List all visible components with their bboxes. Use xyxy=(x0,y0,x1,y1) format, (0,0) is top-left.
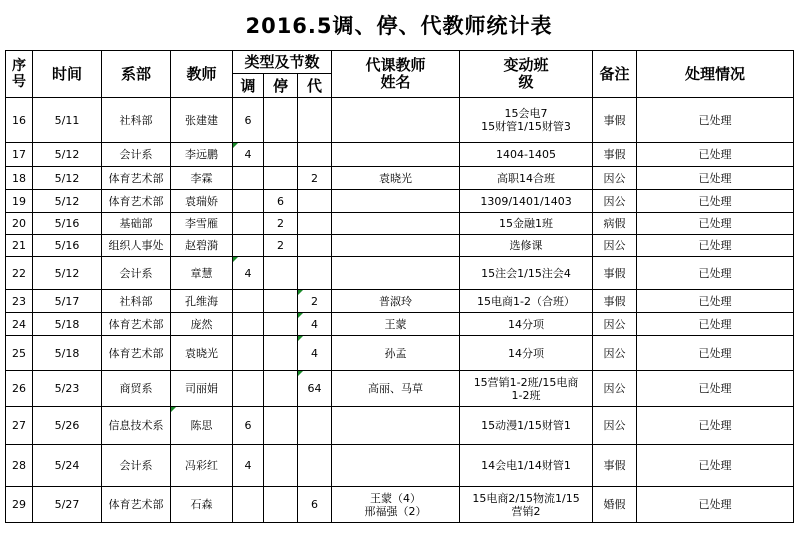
stop-cell xyxy=(264,167,298,190)
seq-cell: 16 xyxy=(6,98,33,143)
class-change-cell: 15营销1-2班/15电商 1-2班 xyxy=(460,371,593,407)
time-cell: 5/16 xyxy=(33,235,102,257)
class-change-cell: 14分项 xyxy=(460,336,593,371)
remark-cell: 因公 xyxy=(593,167,637,190)
sub-teacher-cell: 王蒙 xyxy=(332,313,460,336)
sub-teacher-cell xyxy=(332,235,460,257)
sub-teacher-cell: 孙孟 xyxy=(332,336,460,371)
class-change-cell: 选修课 xyxy=(460,235,593,257)
seq-cell: 27 xyxy=(6,407,33,445)
class-change-cell: 15电商1-2（合班） xyxy=(460,290,593,313)
dept-cell: 会计系 xyxy=(102,257,171,290)
time-cell: 5/12 xyxy=(33,257,102,290)
sub-teacher-cell xyxy=(332,98,460,143)
table-row xyxy=(6,98,794,143)
sub-teacher-cell xyxy=(332,190,460,213)
teacher-cell: 司丽娟 xyxy=(171,371,233,407)
teacher-cell: 张建建 xyxy=(171,98,233,143)
teacher-cell: 袁晓光 xyxy=(171,336,233,371)
remark-cell: 婚假 xyxy=(593,487,637,523)
class-change-cell: 14分项 xyxy=(460,313,593,336)
substitute-cell xyxy=(298,98,332,143)
adjust-cell xyxy=(233,313,264,336)
teacher-cell: 石森 xyxy=(171,487,233,523)
seq-cell: 28 xyxy=(6,445,33,487)
stop-cell xyxy=(264,445,298,487)
teacher-cell: 袁瑞娇 xyxy=(171,190,233,213)
adjust-cell: 6 xyxy=(233,98,264,143)
remark-cell: 事假 xyxy=(593,290,637,313)
seq-cell: 21 xyxy=(6,235,33,257)
status-cell: 已处理 xyxy=(637,487,794,523)
sub-teacher-cell xyxy=(332,407,460,445)
adjust-cell xyxy=(233,213,264,235)
dept-cell: 会计系 xyxy=(102,143,171,167)
status-cell: 已处理 xyxy=(637,313,794,336)
header-stop: 停 xyxy=(264,74,298,98)
sub-teacher-cell: 王蒙（4） 邢福强（2） xyxy=(332,487,460,523)
seq-cell: 23 xyxy=(6,290,33,313)
substitute-cell xyxy=(298,190,332,213)
seq-cell: 25 xyxy=(6,336,33,371)
remark-cell: 病假 xyxy=(593,213,637,235)
substitute-cell: 6 xyxy=(298,487,332,523)
substitute-cell: 4 xyxy=(298,336,332,371)
table-row xyxy=(6,213,794,235)
table-row xyxy=(6,290,794,313)
adjust-cell xyxy=(233,371,264,407)
stop-cell xyxy=(264,371,298,407)
status-cell: 已处理 xyxy=(637,167,794,190)
class-change-cell: 15会电7 15财管1/15财管3 xyxy=(460,98,593,143)
teacher-cell: 冯彩红 xyxy=(171,445,233,487)
remark-cell: 因公 xyxy=(593,407,637,445)
remark-cell: 因公 xyxy=(593,190,637,213)
teacher-cell: 庞然 xyxy=(171,313,233,336)
time-cell: 5/26 xyxy=(33,407,102,445)
substitute-cell xyxy=(298,235,332,257)
adjust-cell: 4 xyxy=(233,143,264,167)
stop-cell xyxy=(264,487,298,523)
class-change-cell: 高职14合班 xyxy=(460,167,593,190)
time-cell: 5/12 xyxy=(33,143,102,167)
stop-cell: 2 xyxy=(264,235,298,257)
class-change-cell: 15电商2/15物流1/15 营销2 xyxy=(460,487,593,523)
adjust-cell xyxy=(233,235,264,257)
header-seq: 序号 xyxy=(6,51,33,98)
stop-cell xyxy=(264,143,298,167)
substitute-cell xyxy=(298,213,332,235)
substitute-cell: 4 xyxy=(298,313,332,336)
dept-cell: 体育艺术部 xyxy=(102,190,171,213)
substitute-cell xyxy=(298,143,332,167)
time-cell: 5/16 xyxy=(33,213,102,235)
dept-cell: 基础部 xyxy=(102,213,171,235)
stop-cell xyxy=(264,257,298,290)
adjust-cell xyxy=(233,336,264,371)
remark-cell: 事假 xyxy=(593,257,637,290)
seq-cell: 24 xyxy=(6,313,33,336)
dept-cell: 体育艺术部 xyxy=(102,336,171,371)
stop-cell xyxy=(264,98,298,143)
class-change-cell: 14会电1/14财管1 xyxy=(460,445,593,487)
sub-teacher-cell: 袁晓光 xyxy=(332,167,460,190)
adjust-cell xyxy=(233,190,264,213)
status-cell: 已处理 xyxy=(637,235,794,257)
stop-cell xyxy=(264,336,298,371)
remark-cell: 事假 xyxy=(593,98,637,143)
header-sub-teacher: 代课教师姓名 xyxy=(332,51,460,98)
dept-cell: 体育艺术部 xyxy=(102,487,171,523)
dept-cell: 体育艺术部 xyxy=(102,313,171,336)
header-type-group: 类型及节数 xyxy=(233,51,332,74)
table-row xyxy=(6,190,794,213)
stop-cell xyxy=(264,313,298,336)
time-cell: 5/18 xyxy=(33,313,102,336)
time-cell: 5/12 xyxy=(33,167,102,190)
sub-teacher-cell xyxy=(332,143,460,167)
substitute-cell xyxy=(298,257,332,290)
class-change-cell: 15动漫1/15财管1 xyxy=(460,407,593,445)
remark-cell: 因公 xyxy=(593,371,637,407)
teacher-cell: 孔维海 xyxy=(171,290,233,313)
adjust-cell xyxy=(233,290,264,313)
substitute-cell: 2 xyxy=(298,167,332,190)
class-change-cell: 1404-1405 xyxy=(460,143,593,167)
stop-cell xyxy=(264,407,298,445)
status-cell: 已处理 xyxy=(637,98,794,143)
seq-cell: 20 xyxy=(6,213,33,235)
status-cell: 已处理 xyxy=(637,213,794,235)
remark-cell: 事假 xyxy=(593,445,637,487)
table-row xyxy=(6,167,794,190)
table-row xyxy=(6,257,794,290)
status-cell: 已处理 xyxy=(637,190,794,213)
table-row xyxy=(6,487,794,523)
time-cell: 5/24 xyxy=(33,445,102,487)
teacher-cell: 章慧 xyxy=(171,257,233,290)
sub-teacher-cell xyxy=(332,445,460,487)
dept-cell: 体育艺术部 xyxy=(102,167,171,190)
time-cell: 5/17 xyxy=(33,290,102,313)
time-cell: 5/18 xyxy=(33,336,102,371)
substitute-cell xyxy=(298,407,332,445)
header-substitute: 代 xyxy=(298,74,332,98)
table-row xyxy=(6,445,794,487)
status-cell: 已处理 xyxy=(637,371,794,407)
adjust-cell xyxy=(233,167,264,190)
seq-cell: 22 xyxy=(6,257,33,290)
teacher-cell: 陈思 xyxy=(171,407,233,445)
status-cell: 已处理 xyxy=(637,290,794,313)
time-cell: 5/27 xyxy=(33,487,102,523)
header-adjust: 调 xyxy=(233,74,264,98)
seq-cell: 19 xyxy=(6,190,33,213)
dept-cell: 信息技术系 xyxy=(102,407,171,445)
header-dept: 系部 xyxy=(102,51,171,98)
teacher-stats-table xyxy=(5,50,794,523)
sub-teacher-cell: 普淑玲 xyxy=(332,290,460,313)
header-time: 时间 xyxy=(33,51,102,98)
sub-teacher-cell: 高丽、马草 xyxy=(332,371,460,407)
header-status: 处理情况 xyxy=(637,51,794,98)
class-change-cell: 15注会1/15注会4 xyxy=(460,257,593,290)
status-cell: 已处理 xyxy=(637,336,794,371)
dept-cell: 商贸系 xyxy=(102,371,171,407)
stop-cell: 2 xyxy=(264,213,298,235)
time-cell: 5/11 xyxy=(33,98,102,143)
table-row xyxy=(6,313,794,336)
adjust-cell: 4 xyxy=(233,257,264,290)
substitute-cell xyxy=(298,445,332,487)
header-teacher: 教师 xyxy=(171,51,233,98)
teacher-cell: 赵碧漪 xyxy=(171,235,233,257)
teacher-cell: 李远鹏 xyxy=(171,143,233,167)
adjust-cell: 4 xyxy=(233,445,264,487)
status-cell: 已处理 xyxy=(637,257,794,290)
class-change-cell: 15金融1班 xyxy=(460,213,593,235)
remark-cell: 因公 xyxy=(593,313,637,336)
adjust-cell xyxy=(233,487,264,523)
teacher-cell: 李霖 xyxy=(171,167,233,190)
status-cell: 已处理 xyxy=(637,445,794,487)
dept-cell: 组织人事处 xyxy=(102,235,171,257)
substitute-cell: 2 xyxy=(298,290,332,313)
sub-teacher-cell xyxy=(332,257,460,290)
sub-teacher-cell xyxy=(332,213,460,235)
adjust-cell: 6 xyxy=(233,407,264,445)
dept-cell: 会计系 xyxy=(102,445,171,487)
dept-cell: 社科部 xyxy=(102,290,171,313)
table-row xyxy=(6,371,794,407)
seq-cell: 26 xyxy=(6,371,33,407)
seq-cell: 29 xyxy=(6,487,33,523)
table-row xyxy=(6,235,794,257)
table-row xyxy=(6,407,794,445)
status-cell: 已处理 xyxy=(637,143,794,167)
remark-cell: 因公 xyxy=(593,235,637,257)
dept-cell: 社科部 xyxy=(102,98,171,143)
class-change-cell: 1309/1401/1403 xyxy=(460,190,593,213)
header-remark: 备注 xyxy=(593,51,637,98)
table-row xyxy=(6,143,794,167)
time-cell: 5/12 xyxy=(33,190,102,213)
stop-cell: 6 xyxy=(264,190,298,213)
table-row xyxy=(6,336,794,371)
stop-cell xyxy=(264,290,298,313)
remark-cell: 因公 xyxy=(593,336,637,371)
remark-cell: 事假 xyxy=(593,143,637,167)
seq-cell: 18 xyxy=(6,167,33,190)
status-cell: 已处理 xyxy=(637,407,794,445)
seq-cell: 17 xyxy=(6,143,33,167)
time-cell: 5/23 xyxy=(33,371,102,407)
teacher-cell: 李雪雁 xyxy=(171,213,233,235)
substitute-cell: 64 xyxy=(298,371,332,407)
header-class-change: 变动班级 xyxy=(460,51,593,98)
page-title: 2016.5调、停、代教师统计表 xyxy=(245,14,553,38)
